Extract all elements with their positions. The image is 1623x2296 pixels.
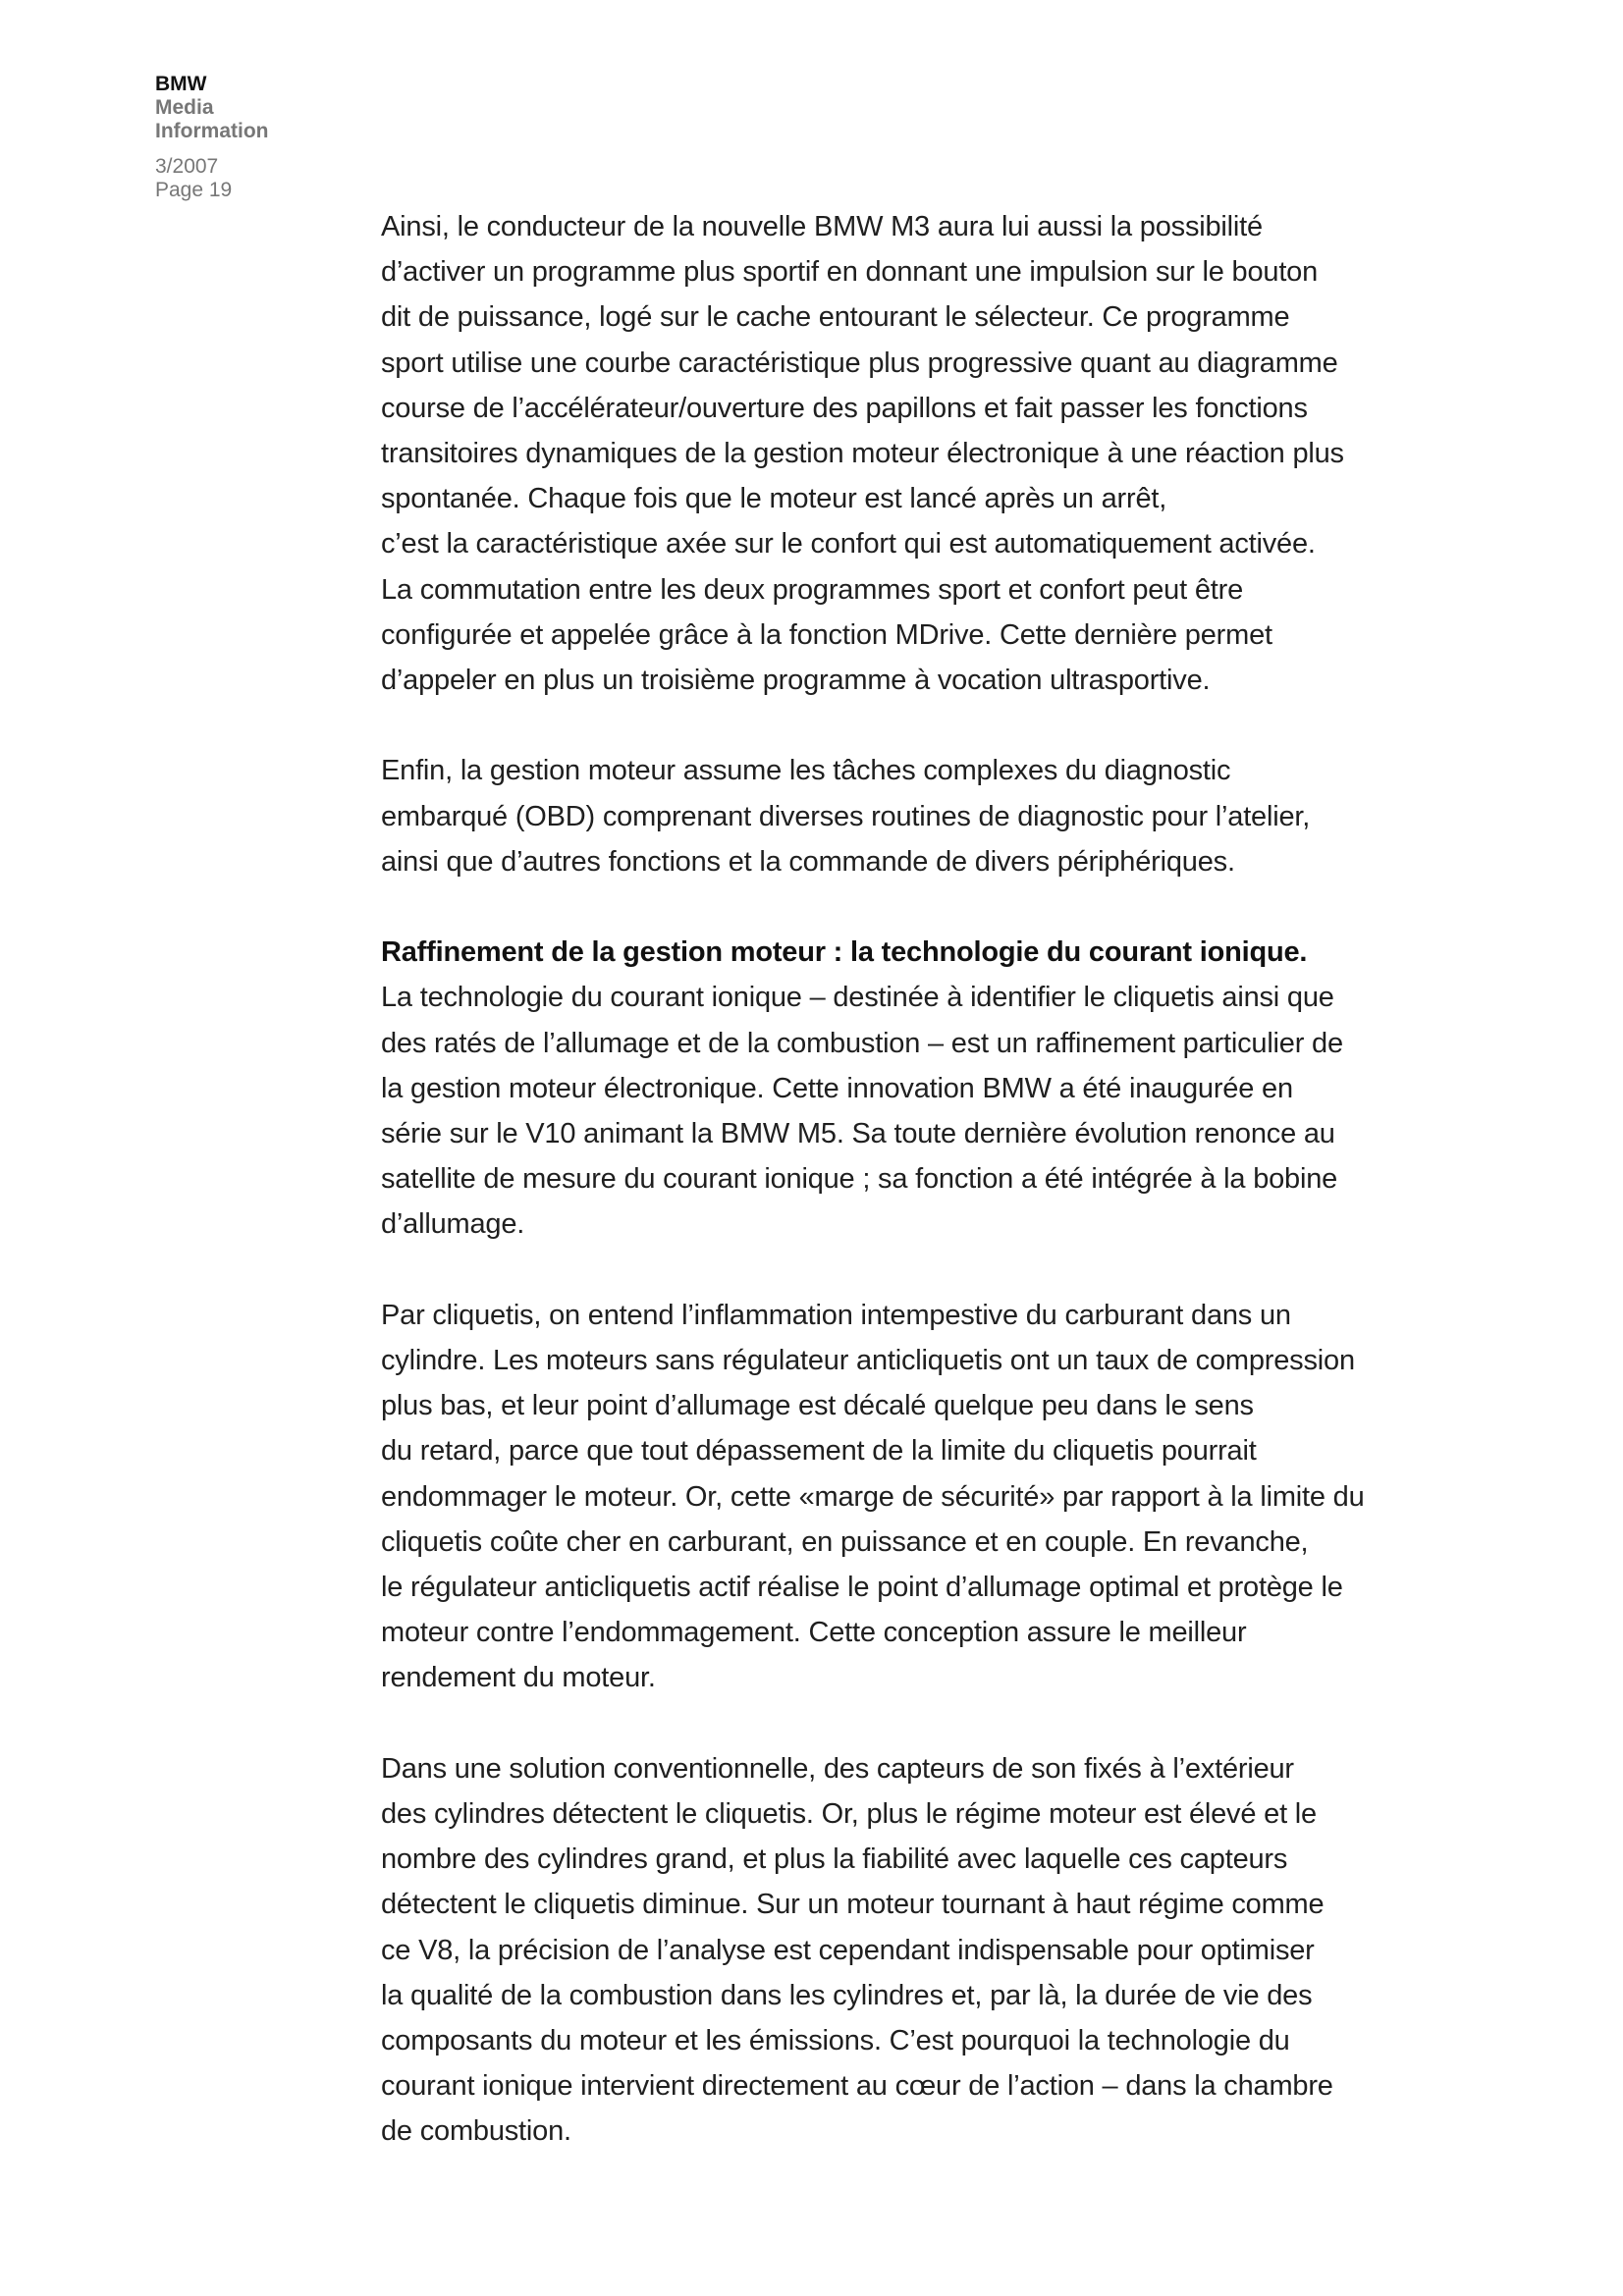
text-line: configurée et appelée grâce à la fonction MDrive. Cette dernière permet — [381, 618, 1272, 651]
page-number: Page 19 — [155, 179, 233, 201]
paragraph — [381, 930, 1422, 1247]
text-line: embarqué (OBD) comprenant diverses routines de diagnostic pour l’atelier, — [381, 800, 1311, 832]
text-line: d’appeler en plus un troisième programme à vocation ultrasportive. — [381, 665, 1211, 697]
text-line: des ratés de l’allumage et de la combustion – est un raffinement particulier de — [381, 1027, 1343, 1059]
text-line: La technologie du courant ionique – destinée à identifier le cliquetis ainsi que — [381, 982, 1334, 1014]
text-line: d’allumage. — [381, 1208, 525, 1241]
brand-name: BMW — [155, 73, 207, 95]
text-line: ce V8, la précision de l’analyse est cependant indispensable pour optimiser — [381, 1934, 1315, 1966]
text-line: c’est la caractéristique axée sur le confort qui est automatiquement activée. — [381, 528, 1316, 561]
text-line: dit de puissance, logé sur le cache entourant le sélecteur. Ce programme — [381, 301, 1290, 334]
text-line: la gestion moteur électronique. Cette innovation BMW a été inaugurée en — [381, 1072, 1293, 1104]
paragraph — [381, 1746, 1422, 2155]
text-line: d’activer un programme plus sportif en donnant une impulsion sur le bouton — [381, 256, 1319, 289]
text-line: le régulateur anticliquetis actif réalise le point d’allumage optimal et protège le — [381, 1572, 1343, 1604]
text-line: nombre des cylindres grand, et plus la fiabilité avec laquelle ces capteurs — [381, 1843, 1288, 1876]
text-line: des cylindres détectent le cliquetis. Or, plus le régime moteur est élevé et le — [381, 1798, 1317, 1831]
brand-subtitle-line-1: Media — [155, 96, 214, 119]
text-line: spontanée. Chaque fois que le moteur est lancé après un arrêt, — [381, 483, 1167, 515]
text-line: sport utilise une courbe caractéristique plus progressive quant au diagramme — [381, 347, 1338, 379]
text-line: rendement du moteur. — [381, 1662, 656, 1694]
text-line: la qualité de la combustion dans les cylindres et, par là, la durée de vie des — [381, 1979, 1313, 2011]
paragraph — [381, 748, 1422, 884]
text-line: La commutation entre les deux programmes sport et confort peut être — [381, 573, 1243, 606]
text-line: Dans une solution conventionnelle, des capteurs de son fixés à l’extérieur — [381, 1752, 1294, 1785]
text-line: course de l’accélérateur/ouverture des papillons et fait passer les fonctions — [381, 392, 1308, 424]
section-heading: Raffinement de la gestion moteur : la technologie du courant ionique. — [381, 936, 1308, 969]
brand-subtitle-line-2: Information — [155, 120, 269, 142]
text-line: ainsi que d’autres fonctions et la commande de divers périphériques. — [381, 845, 1235, 878]
text-line: cylindre. Les moteurs sans régulateur anticliquetis ont un taux de compression — [381, 1345, 1355, 1377]
text-line: série sur le V10 animant la BMW M5. Sa toute dernière évolution renonce au — [381, 1118, 1335, 1150]
text-line: endommager le moteur. Or, cette «marge de sécurité» par rapport à la limite du — [381, 1480, 1365, 1513]
paragraph — [381, 204, 1422, 703]
text-line: détectent le cliquetis diminue. Sur un moteur tournant à haut régime comme — [381, 1889, 1325, 1921]
text-line: transitoires dynamiques de la gestion moteur électronique à une réaction plus — [381, 438, 1344, 470]
text-line: de combustion. — [381, 2115, 571, 2148]
paragraph-spacer — [381, 1248, 1422, 1293]
paragraph-spacer — [381, 703, 1422, 748]
paragraph-spacer — [381, 884, 1422, 930]
text-line: courant ionique intervient directement au cœur de l’action – dans la chambre — [381, 2070, 1333, 2103]
text-line: satellite de mesure du courant ionique ; sa fonction a été intégrée à la bobine — [381, 1163, 1338, 1196]
text-line: composants du moteur et les émissions. C’est pourquoi la technologie du — [381, 2025, 1290, 2057]
document-header — [155, 73, 352, 202]
text-line: du retard, parce que tout dépassement de la limite du cliquetis pourrait — [381, 1435, 1257, 1468]
text-line: cliquetis coûte cher en carburant, en puissance et en couple. En revanche, — [381, 1525, 1309, 1558]
text-line: Enfin, la gestion moteur assume les tâches complexes du diagnostic — [381, 755, 1231, 787]
text-line: plus bas, et leur point d’allumage est décalé quelque peu dans le sens — [381, 1390, 1254, 1422]
text-line: Ainsi, le conducteur de la nouvelle BMW M3 aura lui aussi la possibilité — [381, 211, 1263, 242]
text-line: moteur contre l’endommagement. Cette conception assure le meilleur — [381, 1617, 1247, 1649]
paragraph — [381, 1293, 1422, 1701]
text-line: Par cliquetis, on entend l’inflammation intempestive du carburant dans un — [381, 1299, 1291, 1331]
issue-date: 3/2007 — [155, 155, 219, 178]
body-text — [381, 204, 1422, 2155]
paragraph-spacer — [381, 1701, 1422, 1746]
